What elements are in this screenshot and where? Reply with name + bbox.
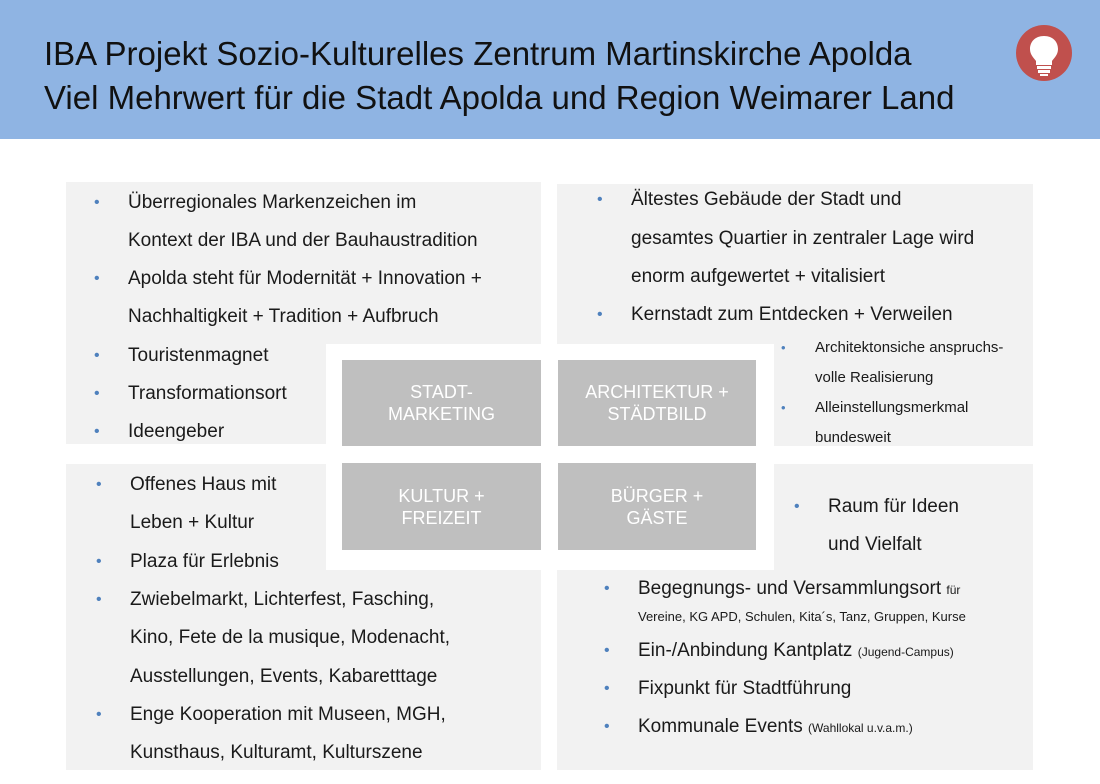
sub-bullet-continuation: bundesweit [815,429,891,446]
bullet-item: • Offenes Haus mit [130,466,276,504]
bullet-icon: • [597,191,603,208]
bullet-item: • Begegnungs- und Versammlungsort für [638,570,960,609]
bullet-icon: • [96,706,102,723]
bullet-item: • Raum für Ideen [828,488,959,526]
bullet-continuation: Kontext der IBA und der Bauhaustradition [128,230,478,251]
bullet-item: • Kommunale Events (Wahllokal u.v.a.m.) [638,708,913,747]
bullet-icon: • [794,498,800,515]
bullet-continuation: gesamtes Quartier in zentraler Lage wird [631,228,975,249]
bullet-icon: • [604,580,610,597]
bullet-item: • Kernstadt zum Entdecken + Verweilen [631,296,953,334]
bullet-icon: • [96,591,102,608]
bullet-item: • Enge Kooperation mit Museen, MGH, [130,696,446,734]
bullet-icon: • [94,194,100,211]
bullet-item: • Fixpunkt für Stadtführung [638,670,851,708]
bullet-continuation: Kunsthaus, Kulturamt, Kulturszene [130,742,423,763]
bullet-icon: • [94,423,100,440]
bullet-continuation: Kino, Fete de la musique, Modenacht, [130,627,451,648]
bullet-icon: • [96,476,102,493]
bullet-continuation: enorm aufgewertet + vitalisiert [631,266,885,287]
bullet-icon: • [94,347,100,364]
quadrant-label: KULTUR + [398,485,485,506]
bullet-continuation: und Vielfalt [828,534,922,555]
bullet-continuation: Ausstellungen, Events, Kabaretttage [130,666,438,687]
bullet-continuation: Nachhaltigkeit + Tradition + Aufbruch [128,306,439,327]
title-line-1: IBA Projekt Sozio-Kulturelles Zentrum Martinskirche Apolda [44,35,912,72]
title-banner [0,0,1100,139]
quadrant-buerger [558,463,756,550]
quadrant-label: FREIZEIT [401,507,482,528]
quadrant-label: ARCHITEKTUR + [585,382,729,402]
bullet-item: • Überregionales Markenzeichen im [128,184,416,222]
bullet-icon: • [94,385,100,402]
quadrant-label: MARKETING [387,404,495,424]
bullet-item: • Transformationsort [128,375,287,413]
sub-bullet-continuation: volle Realisierung [815,369,934,386]
bullet-icon: • [604,642,610,659]
sub-bullet-item: • Architektonsiche anspruchs- [815,333,1003,363]
quadrant-stadtmarketing [342,360,541,446]
bullet-item: • Zwiebelmarkt, Lichterfest, Fasching, [130,581,434,619]
bullet-icon: • [604,718,610,735]
title-line-2: Viel Mehrwert für die Stadt Apolda und Region Weimarer Land [44,79,955,116]
sub-bullet-item: • Alleinstellungsmerkmal [815,393,968,423]
bullet-continuation: Vereine, KG APD, Schulen, Kita´s, Tanz, Gruppen, Kurse [638,609,966,624]
bullet-icon: • [597,306,603,323]
bullet-item: • Ideengeber [128,413,224,451]
quadrant-label: GÄSTE [626,507,688,528]
lightbulb-icon [1015,24,1073,82]
quadrant-label: BÜRGER + [610,485,704,506]
bullet-icon: • [781,340,786,355]
bullet-icon: • [604,680,610,697]
bullet-icon: • [94,270,100,287]
quadrant-label: STADT- [410,382,473,402]
bullet-item: • Plaza für Erlebnis [130,543,279,581]
bullet-item: • Apolda steht für Modernität + Innovation + [128,260,482,298]
bullet-icon: • [96,553,102,570]
bullet-continuation: Leben + Kultur [130,512,255,533]
bullet-item: • Ältestes Gebäude der Stadt und [631,181,901,219]
bullet-item: • Touristenmagnet [128,337,268,375]
quadrant-kultur [342,463,541,550]
bullet-item: • Ein-/Anbindung Kantplatz (Jugend-Campus) [638,632,954,671]
quadrant-label: STÄDTBILD [607,404,707,424]
bullet-icon: • [781,400,786,415]
quadrant-architektur [558,360,756,446]
